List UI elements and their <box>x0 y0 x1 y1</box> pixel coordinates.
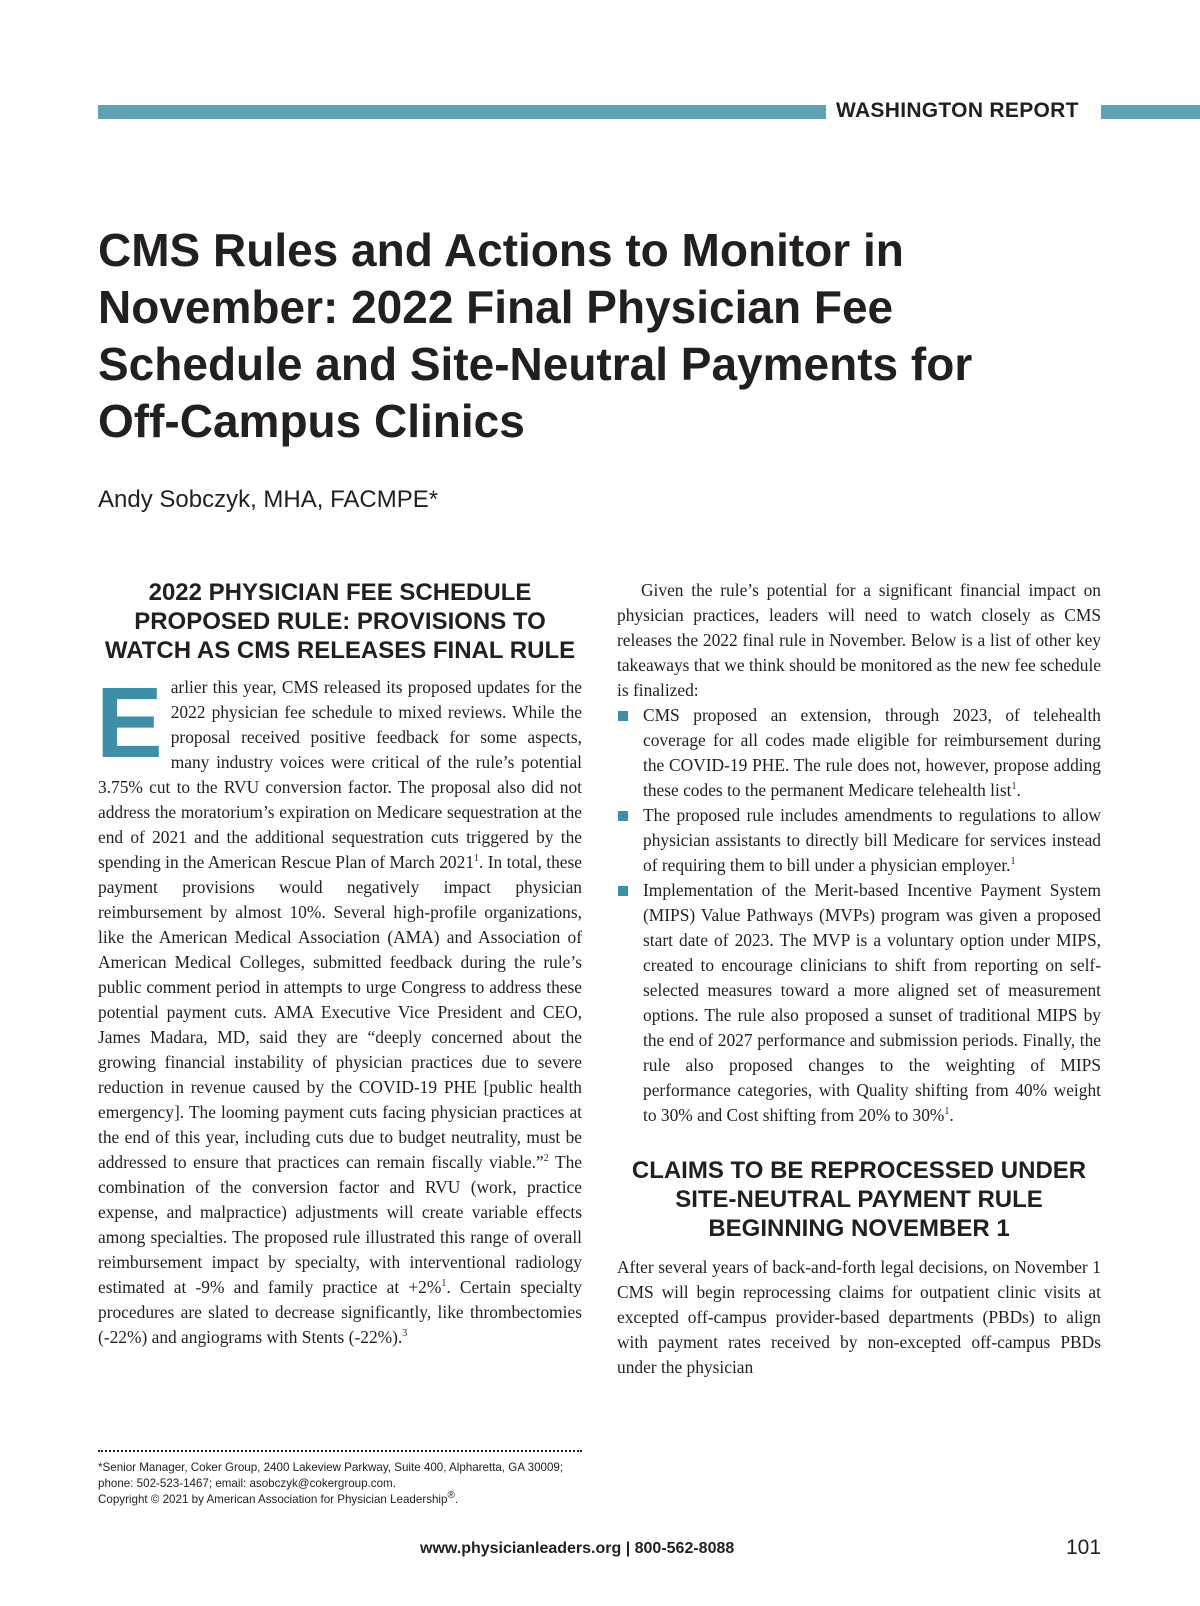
body-paragraph-intro <box>96 667 583 1350</box>
takeaways-list <box>617 703 1101 1128</box>
text-run: . <box>1016 780 1021 800</box>
citation-ref: 1 <box>944 1106 950 1118</box>
text-run: Implementation of the Merit-based Incentive Payment System (MIPS) Value Pathways (MVPs) program was given a proposed start date of 2023. The MVP is a voluntary option under MIPS, created to encourage clinicians to shift from reporting on self-selected measures toward a more aligned set of measurement options. The rule also proposed a sunset of traditional MIPS by the end of 2027 performance and submission periods. Finally, the rule also proposed changes to the weighting of MIPS performance categories, with Quality shifting from 40% weight to 30% and Cost shifting from 20% to 30% <box>643 880 1101 1125</box>
header-rule-right <box>1101 105 1200 119</box>
body-paragraph-site-neutral: After several years of back-and-forth legal decisions, on November 1 CMS will begin reprocessing claims for outpatient clinic visits at excepted off-campus provider-based departments (PBDs) to align with payment rates received by non-excepted off-campus PBDs under the physician <box>617 1257 1101 1377</box>
citation-ref: 2 <box>543 1153 549 1165</box>
citation-ref: 1 <box>1011 781 1017 793</box>
body-paragraph-takeaways: Given the rule’s potential for a significant financial impact on physician practices, leaders will need to watch closely as CMS releases the 2022 final rule in November. Below is a list of other key takeaways that we think should be monitored as the new fee schedule is finalized: <box>617 580 1101 700</box>
list-item <box>617 703 1101 803</box>
registered-mark: ® <box>447 1490 455 1502</box>
text-run: The combination of the conversion factor and RVU (work, practice expense, and malpractice) adjustments will create variable effects among specialties. The proposed rule illustrated this range of overall reimbursement impact by specialty, with interventional radiology estimated at -9% and family practice at +2% <box>98 1152 583 1297</box>
footnote-divider <box>98 1450 582 1452</box>
text-run: . Certain specialty procedures are slated to decrease significantly, like thrombectomies (-22%) and angiograms with Stents (-22%). <box>98 1277 583 1347</box>
section-heading-fee-schedule: 2022 PHYSICIAN FEE SCHEDULE PROPOSED RULE: PROVISIONS TO WATCH AS CMS RELEASES FINAL RULE <box>104 579 576 664</box>
list-item <box>617 878 1101 1128</box>
article-author: Andy Sobczyk, MHA, FACMPE* <box>98 486 439 513</box>
drop-cap: E <box>96 667 163 779</box>
page-number: 101 <box>1066 1536 1102 1559</box>
text-run: arlier this year, CMS released its proposed updates for the 2022 physician fee schedule to mixed reviews. While the proposal received positive feedback for some aspects, many industry voices were critical of the rule’s potential 3.75% cut to the RVU conversion factor. The proposal also did not address the moratorium’s expiration on Medicare sequestration at the end of 2021 and the additional sequestration cuts triggered by the spending in the American Rescue Plan of March 2021 <box>98 677 582 872</box>
author-footnote <box>98 1460 582 1508</box>
list-item <box>617 803 1101 878</box>
footer-contact: www.physicianleaders.org | 800-562-8088 <box>420 1540 735 1557</box>
footnote-affiliation: *Senior Manager, Coker Group, 2400 Lakeview Parkway, Suite 400, Alpharetta, GA 30009; phone: 502-523-1467; email: asobczyk@cokergroup.com. <box>98 1461 564 1490</box>
article-title: CMS Rules and Actions to Monitor in November: 2022 Final Physician Fee Schedule and Site-Neutral Payments for Off-Campus Clinics <box>98 224 973 447</box>
citation-ref: 1 <box>474 853 480 865</box>
text-run: . <box>949 1105 954 1125</box>
column-right <box>617 578 1101 1380</box>
column-left <box>98 578 582 1350</box>
bullet-square-icon <box>618 886 628 896</box>
text-run: The proposed rule includes amendments to regulations to allow physician assistants to directly bill Medicare for services instead of requiring them to bill under a physician employer. <box>643 805 1101 875</box>
text-run: CMS proposed an extension, through 2023, of telehealth coverage for all codes made eligible for reimbursement during the COVID-19 PHE. The rule does not, however, propose adding these codes to the permanent Medicare telehealth list <box>643 705 1101 800</box>
section-heading-site-neutral: CLAIMS TO BE REPROCESSED UNDER SITE-NEUTRAL PAYMENT RULE BEGINNING NOVEMBER 1 <box>631 1157 1087 1242</box>
text-run: . <box>454 1493 459 1506</box>
header-rule-left <box>98 105 826 119</box>
citation-ref: 3 <box>402 1328 408 1340</box>
bullet-square-icon <box>618 711 628 721</box>
citation-ref: 1 <box>1010 856 1016 868</box>
bullet-square-icon <box>618 811 628 821</box>
footnote-copyright <box>98 1492 582 1508</box>
section-label: WASHINGTON REPORT <box>836 99 1079 122</box>
text-run: Copyright © 2021 by American Association for Physician Leadership <box>98 1493 448 1506</box>
text-run: . In total, these payment provisions would negatively impact physician reimbursement by almost 10%. Several high-profile organizations, like the American Medical Association (AMA) and Association of American Medical Colleges, submitted feedback during the rule’s public comment period in attempts to urge Congress to address these potential payment cuts. AMA Executive Vice President and CEO, James Madara, MD, said they are “deeply concerned about the growing financial instability of physician practices due to severe reduction in revenue caused by the COVID-19 PHE [public health emergency]. The looming payment cuts facing physician practices at the end of this year, including cuts due to budget neutrality, must be addressed to ensure that practices can remain fiscally viable.” <box>98 852 582 1172</box>
citation-ref: 1 <box>441 1278 447 1290</box>
